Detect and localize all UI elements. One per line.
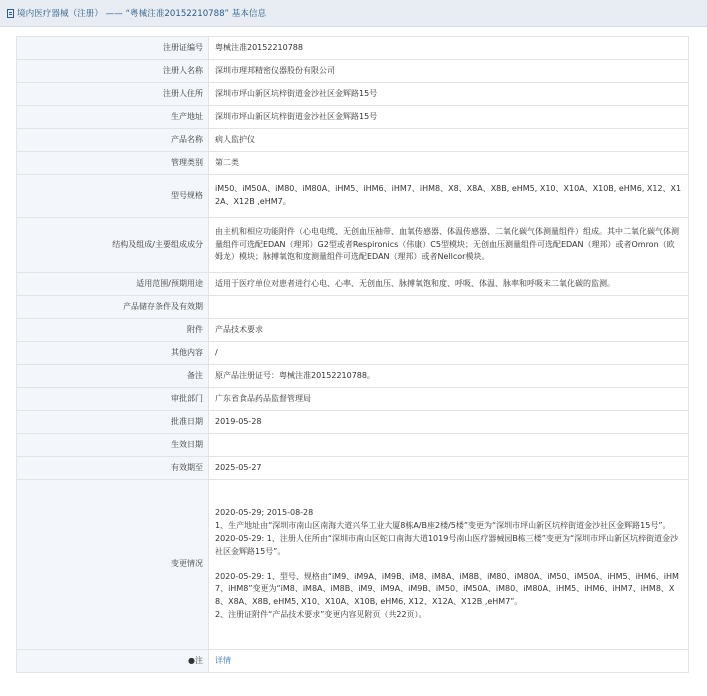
field-label: 生产地址 xyxy=(17,106,209,129)
field-label: 注册人名称 xyxy=(17,60,209,83)
row-composition xyxy=(17,218,689,273)
field-label: 产品储存条件及有效期 xyxy=(17,296,209,319)
field-label: 变更情况 xyxy=(17,480,209,650)
change-line: 2、注册证附件“产品技术要求”变更内容见附页（共22页）。 xyxy=(215,609,427,619)
row-expiry xyxy=(17,457,689,480)
row-category xyxy=(17,152,689,175)
info-table xyxy=(16,36,689,673)
field-value: 适用于医疗单位对患者进行心电、心率、无创血压、脉搏氧饱和度、呼吸、体温、脉率和呼吸末二氧化碳的监测。 xyxy=(209,273,689,296)
note-label: ●注 xyxy=(17,650,209,673)
row-prod-addr xyxy=(17,106,689,129)
field-value: 深圳市理邦精密仪器股份有限公司 xyxy=(209,60,689,83)
field-label: 附件 xyxy=(17,319,209,342)
row-models xyxy=(17,175,689,218)
page-title: 境内医疗器械（注册） —— “粤械注准20152210788” 基本信息 xyxy=(17,9,267,19)
field-value xyxy=(209,434,689,457)
change-line: 2020-05-29: 1、注册人住所由“深圳市南山区蛇口南海大道1019号南山医疗器械园B栋三楼”变更为“深圳市坪山新区坑梓街道金沙社区金辉路15号”。 xyxy=(215,533,679,556)
field-label: 有效期至 xyxy=(17,457,209,480)
details-link[interactable]: 详情 xyxy=(215,655,231,665)
field-value: 粤械注准20152210788 xyxy=(209,37,689,60)
document-icon xyxy=(7,9,14,18)
field-value: 病人监护仪 xyxy=(209,129,689,152)
row-effective-date xyxy=(17,434,689,457)
field-label: 型号规格 xyxy=(17,175,209,218)
change-line: 2020-05-29: 1、型号、规格由“iM9、iM9A、iM9B、iM8、iM8A、iM8B、iM80、iM80A、iM50、iM50A、iHM5、iHM6、iHM7、iHM8”变更为“iM8、iM8A、iM8B、iM9、iM9A、iM9B、iM50、iM50A、iM80、iM80A、iHM5、iHM6、iHM7、iHM8、X8、X8A、X8B, eHM5, X10、X10A、X10B, eHM6, X12、X12A、X12B ,eHM7”。 xyxy=(215,571,679,607)
row-reg-no xyxy=(17,37,689,60)
field-label: 产品名称 xyxy=(17,129,209,152)
row-product-name xyxy=(17,129,689,152)
row-approver xyxy=(17,388,689,411)
field-value: 由主机和相应功能附件（心电电缆、无创血压袖带、血氧传感器、体温传感器、二氧化碳气体测量组件）组成。其中二氧化碳气体测量组件可选配EDAN（理邦）G2型或者Respironics（伟康）C5型模块；无创血压测量组件可选配EDAN（理邦）或者Omron（欧姆龙）模块；脉搏氧饱和度测量组件可选配EDAN（理邦）或者Nellcor模块。 xyxy=(209,218,689,273)
change-line: 2020-05-29; 2015-08-28 xyxy=(215,508,314,518)
field-value: iM50、iM50A、iM80、iM80A、iHM5、iHM6、iHM7、iHM8、X8、X8A、X8B, eHM5, X10、X10A、X10B, eHM6, X12、X12A、X12B ,eHM7。 xyxy=(209,175,689,218)
row-remark xyxy=(17,365,689,388)
field-value: 深圳市坪山新区坑梓街道金沙社区金辉路15号 xyxy=(209,106,689,129)
field-label: 生效日期 xyxy=(17,434,209,457)
note-value xyxy=(209,650,689,673)
changes-block-2 xyxy=(215,571,682,622)
field-label: 注册人住所 xyxy=(17,83,209,106)
row-storage xyxy=(17,296,689,319)
changes-content xyxy=(209,480,689,650)
field-value: 广东省食品药品监督管理局 xyxy=(209,388,689,411)
changes-spacer xyxy=(215,559,682,571)
field-value: 第二类 xyxy=(209,152,689,175)
changes-block-1 xyxy=(215,507,682,558)
field-value xyxy=(209,296,689,319)
field-value: 2019-05-28 xyxy=(209,411,689,434)
row-registrant xyxy=(17,60,689,83)
field-label: 管理类别 xyxy=(17,152,209,175)
change-line: 1、生产地址由“深圳市南山区南海大道兴华工业大厦8栋A/B座2楼/5楼”变更为“深圳市坪山新区坑梓街道金沙社区金辉路15号”。 xyxy=(215,521,671,531)
row-changes xyxy=(17,480,689,650)
row-scope xyxy=(17,273,689,296)
field-label: 结构及组成/主要组成成分 xyxy=(17,218,209,273)
row-other xyxy=(17,342,689,365)
field-value: / xyxy=(209,342,689,365)
row-note xyxy=(17,650,689,673)
row-registrant-addr xyxy=(17,83,689,106)
field-value: 深圳市坪山新区坑梓街道金沙社区金辉路15号 xyxy=(209,83,689,106)
row-attachment xyxy=(17,319,689,342)
field-label: 批准日期 xyxy=(17,411,209,434)
field-label: 其他内容 xyxy=(17,342,209,365)
page-header xyxy=(0,0,707,27)
field-label: 审批部门 xyxy=(17,388,209,411)
field-value: 产品技术要求 xyxy=(209,319,689,342)
field-label: 适用范围/预期用途 xyxy=(17,273,209,296)
field-value: 2025-05-27 xyxy=(209,457,689,480)
field-label: 备注 xyxy=(17,365,209,388)
field-label: 注册证编号 xyxy=(17,37,209,60)
row-approval-date xyxy=(17,411,689,434)
field-value: 原产品注册证号：粤械注准20152210788。 xyxy=(209,365,689,388)
